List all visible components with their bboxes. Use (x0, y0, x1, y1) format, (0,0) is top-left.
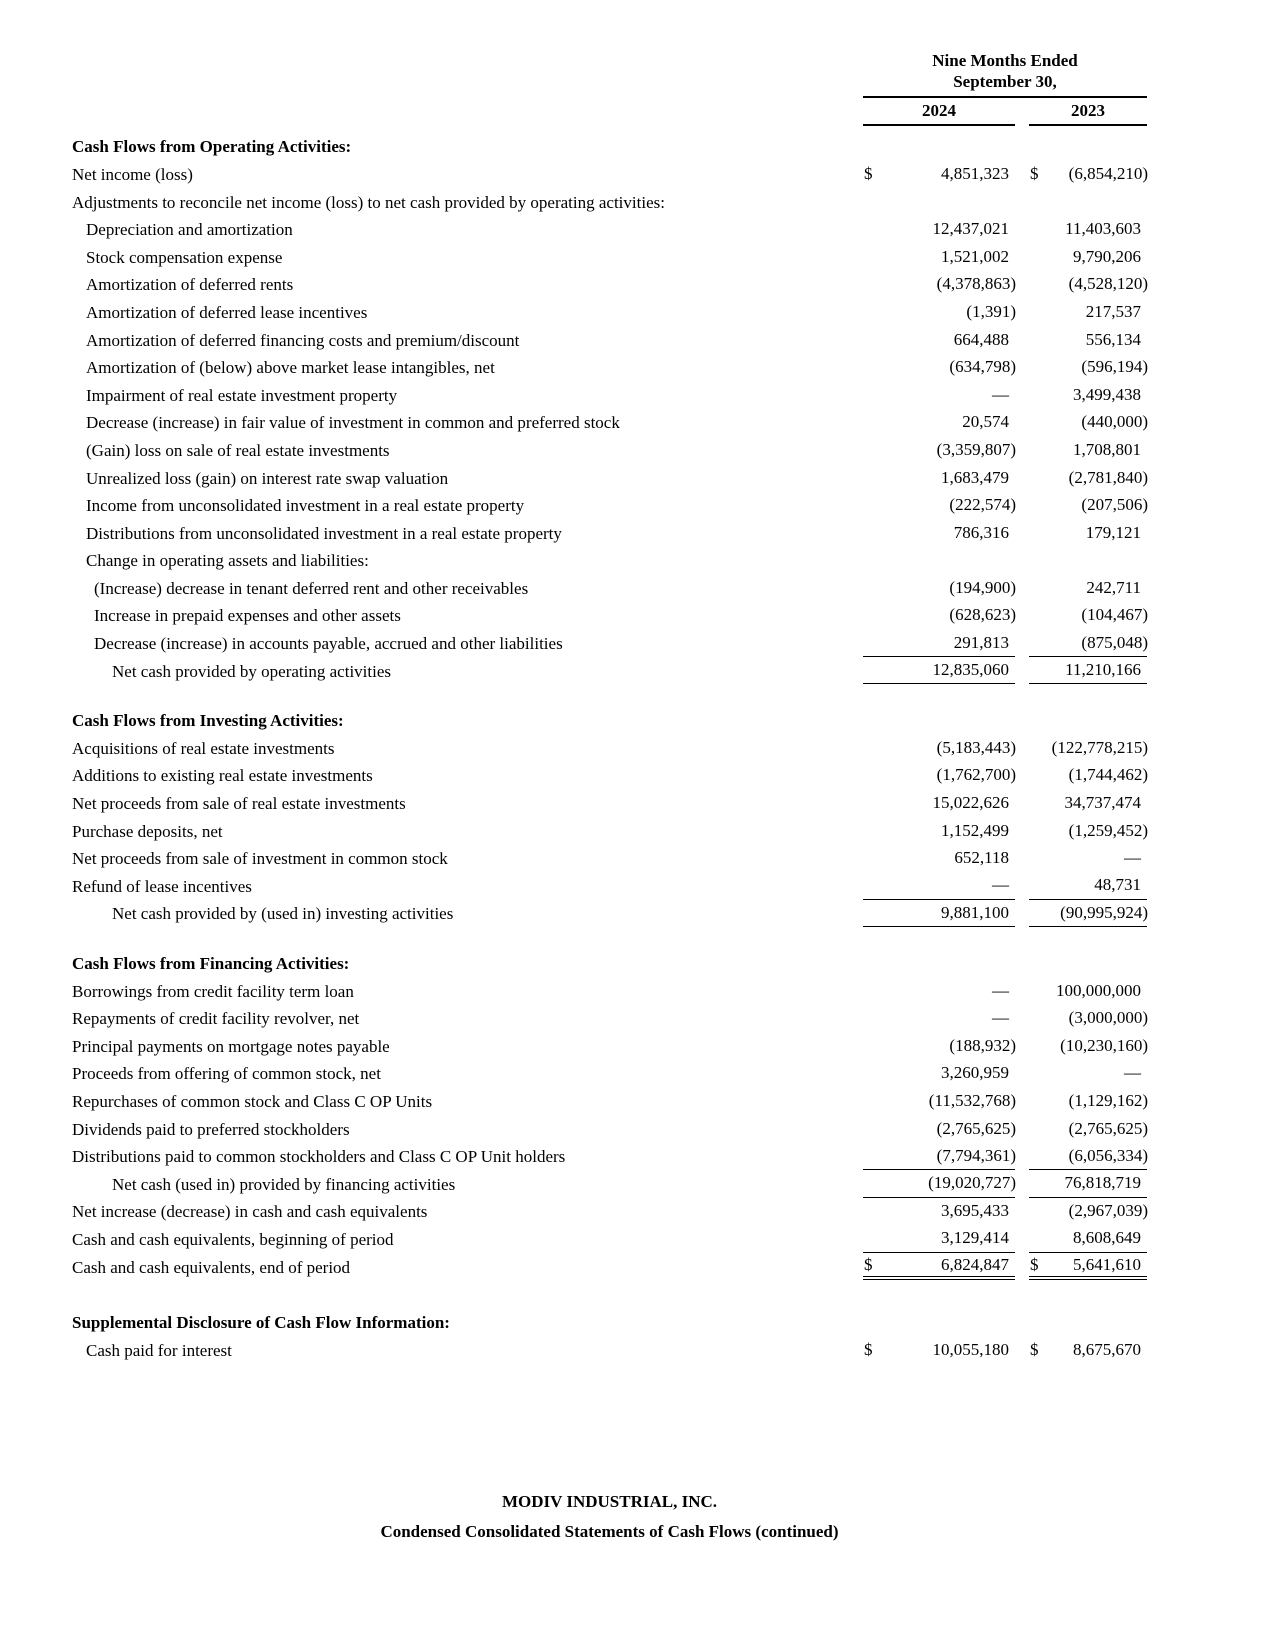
table-row (72, 519, 1147, 547)
value-cell-2023 (1029, 900, 1147, 928)
table-row (72, 949, 1147, 977)
row-label: Net proceeds from sale of investment in common stock (72, 849, 448, 869)
value-cell-2024 (863, 872, 1015, 900)
column-gap (1015, 1004, 1029, 1032)
value-cell-2024 (863, 491, 1015, 519)
table-row (72, 1087, 1147, 1115)
table-row (72, 464, 1147, 492)
row-label: Acquisitions of real estate investments (72, 738, 335, 758)
value-cell-2024 (863, 1087, 1015, 1115)
value-cell-2024 (863, 298, 1015, 326)
table-row (72, 1336, 1147, 1364)
value-cell-2023 (1029, 762, 1147, 790)
value-2024: (19,020,727) (928, 1173, 1016, 1193)
table-row (72, 298, 1147, 326)
value-cell-2024 (863, 900, 1015, 928)
value-cell-2024 (863, 844, 1015, 872)
value-2024: (7,794,361) (936, 1145, 1016, 1165)
row-label: Decrease (increase) in fair value of investment in common and preferred stock (86, 413, 620, 433)
column-gap (1015, 1060, 1029, 1088)
table-row (72, 215, 1147, 243)
section-spacer (72, 927, 1147, 949)
value-2023: — (1124, 1063, 1141, 1083)
value-2024: (2,765,625) (936, 1118, 1016, 1138)
value-2024: (11,532,768) (928, 1090, 1016, 1110)
table-row (72, 817, 1147, 845)
value-cell-2023 (1029, 519, 1147, 547)
column-gap (1015, 977, 1029, 1005)
value-cell-2024 (863, 762, 1015, 790)
row-label: Repayments of credit facility revolver, net (72, 1009, 360, 1029)
column-gap (1015, 98, 1029, 126)
value-2024: 3,695,433 (941, 1201, 1009, 1221)
value-2023: (6,056,334) (1068, 1145, 1148, 1165)
value-2023: (104,467) (1081, 605, 1148, 625)
value-2023: (875,048) (1081, 632, 1148, 652)
value-2024: 652,118 (954, 848, 1009, 868)
value-cell-2023 (1029, 977, 1147, 1005)
value-cell-2024 (863, 519, 1015, 547)
dollar-sign: $ (864, 163, 873, 183)
table-row (72, 188, 1147, 216)
value-2023: (122,778,215) (1051, 737, 1148, 757)
value-2024: (194,900) (949, 577, 1016, 597)
row-label: Increase in prepaid expenses and other assets (94, 606, 401, 626)
value-2023: 34,737,474 (1064, 793, 1141, 813)
value-cell-2023 (1029, 1253, 1147, 1281)
column-header-2023: 2023 (1029, 98, 1147, 126)
column-gap (1015, 1336, 1029, 1364)
value-2024: 15,022,626 (932, 793, 1009, 813)
value-cell-2024 (863, 1225, 1015, 1253)
value-2024: 12,437,021 (932, 219, 1009, 239)
value-2023: (2,781,840) (1068, 467, 1148, 487)
row-label: Net cash (used in) provided by financing activities (112, 1174, 456, 1194)
table-row (72, 706, 1147, 734)
value-cell-2023 (1029, 1032, 1147, 1060)
value-2023: (207,506) (1081, 495, 1148, 515)
dollar-sign: $ (864, 1254, 873, 1274)
value-cell-2023 (1029, 160, 1147, 188)
column-gap (1015, 464, 1029, 492)
value-cell-2024 (863, 215, 1015, 243)
column-gap (1015, 160, 1029, 188)
value-cell-2023 (1029, 381, 1147, 409)
value-2023: 11,403,603 (1065, 219, 1141, 239)
dollar-sign: $ (864, 1339, 873, 1359)
value-2023: 5,641,610 (1073, 1254, 1141, 1274)
value-cell-2023 (1029, 1225, 1147, 1253)
table-row (72, 900, 1147, 928)
value-cell-2023 (1029, 872, 1147, 900)
table-row (72, 629, 1147, 657)
column-gap (1015, 629, 1029, 657)
table-row (72, 734, 1147, 762)
value-cell-2023 (1029, 734, 1147, 762)
row-label: Amortization of deferred financing costs and premium/discount (86, 330, 520, 350)
row-label: Proceeds from offering of common stock, net (72, 1064, 381, 1084)
value-cell-2024 (863, 1336, 1015, 1364)
column-gap (1015, 1253, 1029, 1281)
table-row (72, 789, 1147, 817)
value-cell-2024 (863, 353, 1015, 381)
value-2023: 3,499,438 (1073, 384, 1141, 404)
value-2023: (1,744,462) (1068, 765, 1148, 785)
value-cell-2023 (1029, 464, 1147, 492)
table-row (72, 1142, 1147, 1170)
value-2023: (596,194) (1081, 357, 1148, 377)
value-cell-2024 (863, 243, 1015, 271)
value-2023: 9,790,206 (1073, 246, 1141, 266)
value-cell-2023 (1029, 436, 1147, 464)
row-label: Net income (loss) (72, 164, 193, 184)
row-label: Cash paid for interest (86, 1340, 232, 1360)
row-label: Decrease (increase) in accounts payable, accrued and other liabilities (94, 634, 563, 654)
row-label: Change in operating assets and liabilities: (86, 551, 369, 571)
value-2023: 217,537 (1085, 301, 1141, 321)
value-cell-2023 (1029, 1004, 1147, 1032)
value-2024: — (992, 1008, 1009, 1028)
row-label: Net proceeds from sale of real estate investments (72, 794, 406, 814)
table-row (72, 1032, 1147, 1060)
column-gap (1015, 657, 1029, 685)
value-2023: (4,528,120) (1068, 274, 1148, 294)
value-2024: 3,260,959 (941, 1063, 1009, 1083)
value-cell-2024 (863, 574, 1015, 602)
value-cell-2024 (863, 1060, 1015, 1088)
value-cell-2024 (863, 436, 1015, 464)
value-2024: 291,813 (953, 632, 1009, 652)
value-cell-2023 (1029, 1087, 1147, 1115)
value-2024: 4,851,323 (941, 163, 1009, 183)
section-spacer (72, 1280, 1147, 1308)
table-row (72, 491, 1147, 519)
table-row (72, 1308, 1147, 1336)
section-heading: Cash Flows from Investing Activities: (72, 711, 344, 731)
value-2024: (5,183,443) (936, 737, 1016, 757)
value-cell-2023 (1029, 1170, 1147, 1198)
value-2023: (10,230,160) (1060, 1035, 1148, 1055)
value-2023: 76,818,719 (1064, 1173, 1141, 1193)
value-2024: 786,316 (953, 522, 1009, 542)
column-gap (1015, 381, 1029, 409)
row-label: Principal payments on mortgage notes payable (72, 1036, 390, 1056)
row-label: Dividends paid to preferred stockholders (72, 1119, 350, 1139)
table-row (72, 243, 1147, 271)
section-spacer (72, 684, 1147, 706)
column-gap (1015, 900, 1029, 928)
value-cell-2023 (1029, 817, 1147, 845)
value-cell-2023 (1029, 353, 1147, 381)
value-2024: 664,488 (953, 329, 1009, 349)
value-cell-2023 (1029, 789, 1147, 817)
value-2024: 12,835,060 (932, 660, 1009, 680)
value-2024: 6,824,847 (941, 1254, 1009, 1274)
period-header (863, 50, 1147, 98)
value-cell-2024 (863, 789, 1015, 817)
table-row (72, 1253, 1147, 1281)
value-cell-2023 (1029, 1060, 1147, 1088)
row-label: Net cash provided by operating activities (112, 661, 391, 681)
period-line2: September 30, (953, 72, 1057, 91)
value-2023: 8,675,670 (1073, 1339, 1141, 1359)
value-2024: — (992, 980, 1009, 1000)
column-gap (1015, 872, 1029, 900)
value-2024: (634,798) (949, 357, 1016, 377)
value-cell-2024 (863, 602, 1015, 630)
dollar-sign: $ (1030, 163, 1039, 183)
table-row (72, 1170, 1147, 1198)
row-label: Refund of lease incentives (72, 876, 252, 896)
table-row (72, 1198, 1147, 1226)
table-row (72, 353, 1147, 381)
dollar-sign: $ (1030, 1254, 1039, 1274)
column-gap (1015, 844, 1029, 872)
section-heading: Supplemental Disclosure of Cash Flow Information: (72, 1313, 450, 1333)
value-cell-2023 (1029, 271, 1147, 299)
value-cell-2023 (1029, 657, 1147, 685)
row-label: Impairment of real estate investment property (86, 385, 398, 405)
row-label: Amortization of deferred rents (86, 275, 294, 295)
value-cell-2024 (863, 817, 1015, 845)
value-2024: (3,359,807) (936, 439, 1016, 459)
value-2024: — (992, 875, 1009, 895)
row-label: Income from unconsolidated investment in a real estate property (86, 496, 525, 516)
row-label: Purchase deposits, net (72, 821, 223, 841)
row-label: Depreciation and amortization (86, 220, 293, 240)
cashflow-table (72, 133, 1147, 1364)
value-cell-2023 (1029, 326, 1147, 354)
year-header-spacer (72, 98, 863, 126)
table-row (72, 547, 1147, 575)
table-row (72, 872, 1147, 900)
value-cell-2023 (1029, 1115, 1147, 1143)
table-row (72, 160, 1147, 188)
value-cell-2024 (863, 977, 1015, 1005)
row-label: Net cash provided by (used in) investing activities (112, 904, 454, 924)
table-row (72, 762, 1147, 790)
table-row (72, 574, 1147, 602)
value-2023: (6,854,210) (1068, 163, 1148, 183)
value-cell-2024 (863, 1115, 1015, 1143)
value-2023: 100,000,000 (1056, 980, 1141, 1000)
table-row (72, 1004, 1147, 1032)
value-2023: 242,711 (1086, 577, 1141, 597)
table-row (72, 381, 1147, 409)
value-cell-2023 (1029, 844, 1147, 872)
value-cell-2024 (863, 1253, 1015, 1281)
table-row (72, 1060, 1147, 1088)
row-label: Repurchases of common stock and Class C OP Units (72, 1091, 433, 1111)
table-row (72, 1115, 1147, 1143)
value-2023: 179,121 (1085, 522, 1141, 542)
section-heading: Cash Flows from Financing Activities: (72, 954, 350, 974)
value-cell-2024 (863, 657, 1015, 685)
value-2023: 8,608,649 (1073, 1228, 1141, 1248)
table-row (72, 657, 1147, 685)
value-cell-2023 (1029, 215, 1147, 243)
row-label: Adjustments to reconcile net income (loss) to net cash provided by operating activities: (72, 192, 665, 212)
value-2023: (2,765,625) (1068, 1118, 1148, 1138)
value-2023: (1,259,452) (1068, 820, 1148, 840)
value-2024: (188,932) (949, 1035, 1016, 1055)
value-cell-2024 (863, 160, 1015, 188)
value-cell-2024 (863, 629, 1015, 657)
table-row (72, 844, 1147, 872)
value-cell-2024 (863, 326, 1015, 354)
row-label: (Gain) loss on sale of real estate investments (86, 440, 390, 460)
value-2023: 556,134 (1085, 329, 1141, 349)
value-2024: (222,574) (949, 495, 1016, 515)
column-gap (1015, 789, 1029, 817)
value-2023: 11,210,166 (1065, 660, 1141, 680)
value-cell-2024 (863, 1142, 1015, 1170)
column-gap (1015, 1225, 1029, 1253)
column-gap (1015, 519, 1029, 547)
table-row (72, 271, 1147, 299)
dollar-sign: $ (1030, 1339, 1039, 1359)
value-cell-2023 (1029, 1336, 1147, 1364)
page-footer (72, 1487, 1147, 1547)
row-label: Borrowings from credit facility term loan (72, 981, 354, 1001)
value-2024: (4,378,863) (936, 274, 1016, 294)
value-2023: 1,708,801 (1073, 439, 1141, 459)
row-label: Amortization of deferred lease incentives (86, 302, 368, 322)
value-2023: 48,731 (1094, 875, 1141, 895)
value-cell-2023 (1029, 574, 1147, 602)
table-row (72, 326, 1147, 354)
row-label: Additions to existing real estate investments (72, 766, 373, 786)
value-2024: 1,521,002 (941, 246, 1009, 266)
value-cell-2023 (1029, 298, 1147, 326)
value-2024: 9,881,100 (941, 902, 1009, 922)
year-header-row (72, 98, 1147, 126)
row-label: Unrealized loss (gain) on interest rate swap valuation (86, 468, 449, 488)
table-row (72, 133, 1147, 161)
value-cell-2023 (1029, 243, 1147, 271)
row-label: Amortization of (below) above market lease intangibles, net (86, 358, 495, 378)
table-row (72, 977, 1147, 1005)
value-2024: — (992, 384, 1009, 404)
value-2024: (1,391) (966, 301, 1016, 321)
value-2024: (628,623) (949, 605, 1016, 625)
value-2023: (440,000) (1081, 412, 1148, 432)
value-cell-2024 (863, 734, 1015, 762)
row-label: Cash and cash equivalents, beginning of period (72, 1229, 394, 1249)
table-row (72, 436, 1147, 464)
value-cell-2024 (863, 271, 1015, 299)
value-cell-2024 (863, 1170, 1015, 1198)
period-line1: Nine Months Ended (932, 51, 1078, 70)
value-2024: 1,683,479 (941, 467, 1009, 487)
column-gap (1015, 326, 1029, 354)
column-gap (1015, 243, 1029, 271)
value-cell-2023 (1029, 602, 1147, 630)
value-2024: 20,574 (962, 412, 1009, 432)
value-cell-2023 (1029, 1142, 1147, 1170)
statement-title: Condensed Consolidated Statements of Cash Flows (continued) (380, 1522, 839, 1541)
value-2023: — (1124, 848, 1141, 868)
value-cell-2024 (863, 464, 1015, 492)
value-cell-2023 (1029, 629, 1147, 657)
header-spacer (72, 50, 863, 98)
company-name: MODIV INDUSTRIAL, INC. (501, 1492, 718, 1511)
value-cell-2024 (863, 1004, 1015, 1032)
table-header (72, 50, 1147, 98)
value-2024: (1,762,700) (936, 765, 1016, 785)
row-label: Cash and cash equivalents, end of period (72, 1257, 351, 1277)
section-heading: Cash Flows from Operating Activities: (72, 137, 352, 157)
row-label: Distributions paid to common stockholders and Class C OP Unit holders (72, 1147, 566, 1167)
value-2024: 3,129,414 (941, 1228, 1009, 1248)
value-cell-2024 (863, 1198, 1015, 1226)
column-gap (1015, 817, 1029, 845)
column-gap (1015, 215, 1029, 243)
value-cell-2023 (1029, 409, 1147, 437)
column-gap (1015, 409, 1029, 437)
value-2023: (3,000,000) (1068, 1008, 1148, 1028)
value-2023: (2,967,039) (1068, 1201, 1148, 1221)
row-label: Net increase (decrease) in cash and cash equivalents (72, 1202, 428, 1222)
value-2023: (90,995,924) (1060, 902, 1148, 922)
value-cell-2024 (863, 409, 1015, 437)
value-2024: 1,152,499 (941, 820, 1009, 840)
table-row (72, 409, 1147, 437)
value-cell-2024 (863, 1032, 1015, 1060)
column-header-2024: 2024 (863, 98, 1015, 126)
value-2023: (1,129,162) (1068, 1090, 1148, 1110)
table-row (72, 602, 1147, 630)
value-2024: 10,055,180 (932, 1339, 1009, 1359)
value-cell-2024 (863, 381, 1015, 409)
table-row (72, 1225, 1147, 1253)
row-label: Distributions from unconsolidated investment in a real estate property (86, 523, 562, 543)
row-label: Stock compensation expense (86, 247, 283, 267)
row-label: (Increase) decrease in tenant deferred rent and other receivables (94, 578, 529, 598)
value-cell-2023 (1029, 491, 1147, 519)
column-gap (1015, 1198, 1029, 1226)
value-cell-2023 (1029, 1198, 1147, 1226)
